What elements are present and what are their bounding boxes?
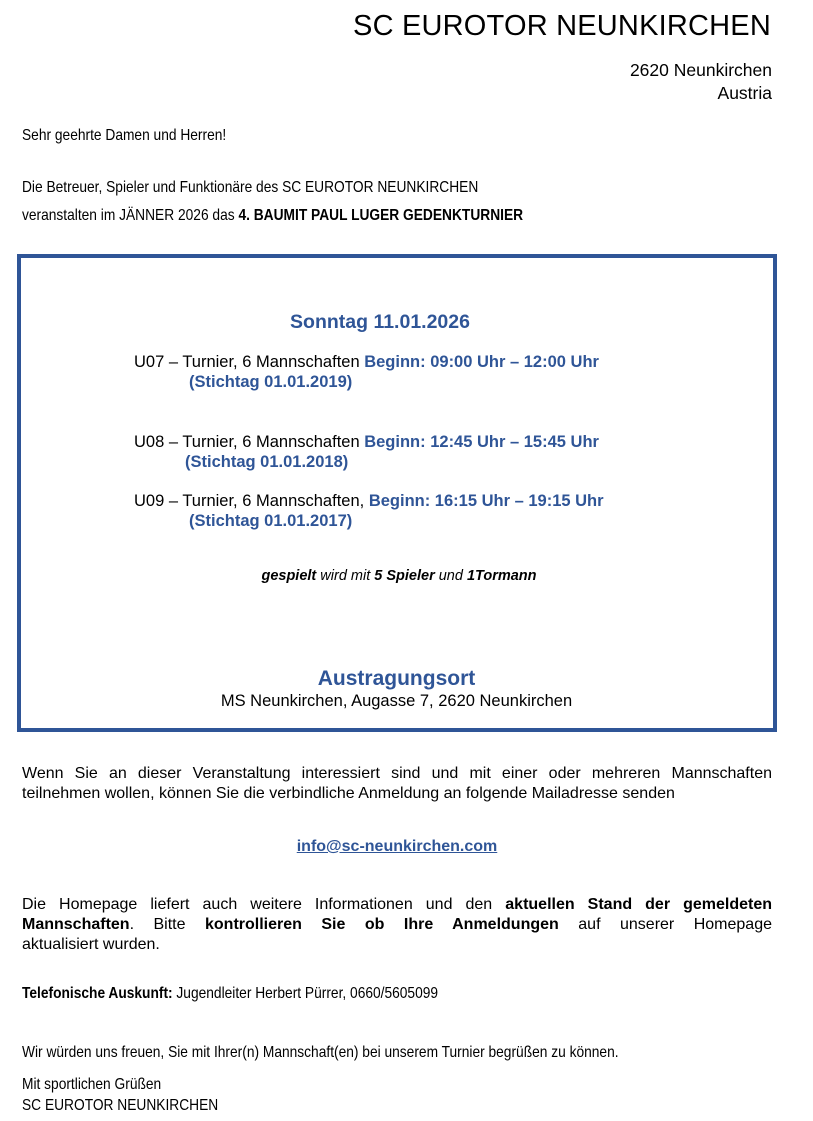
- closing-line: Wir würden uns freuen, Sie mit Ihrer(n) Mannschaft(en) bei unserem Turnier begrüßen zu können.: [22, 1044, 619, 1061]
- homepage-line-3: aktualisiert wurden.: [22, 936, 160, 953]
- contact-line-2: teilnehmen wollen, können Sie die verbindliche Anmeldung an folgende Mailadresse senden: [22, 785, 675, 802]
- tournament-label: U08 – Turnier, 6 Mannschaften: [134, 433, 365, 451]
- intro-line-1: Die Betreuer, Spieler und Funktionäre des SC EUROTOR NEUNKIRCHEN: [22, 179, 479, 196]
- event-date-title: Sonntag 11.01.2026: [290, 311, 470, 333]
- contact-line-1: Wenn Sie an dieser Veranstaltung interessiert sind und mit einer oder mehreren Mannschaften: [22, 765, 772, 782]
- intro-text: veranstalten im JÄNNER 2026 das: [22, 207, 239, 224]
- regards-line: Mit sportlichen Grüßen: [22, 1076, 162, 1093]
- tournament-line: [134, 492, 604, 511]
- tournament-stichtag: (Stichtag 01.01.2017): [189, 512, 353, 530]
- play-note: gespielt wird mit 5 Spieler und 1Tormann: [261, 568, 537, 584]
- contact-paragraph: [22, 764, 772, 804]
- tournament-time: Beginn: 12:45 Uhr – 15:45 Uhr: [364, 433, 599, 451]
- tournament-name: 4. BAUMIT PAUL LUGER GEDENKTURNIER: [238, 207, 524, 224]
- homepage-line-2: Mannschaften. Bitte kontrollieren Sie ob Ihre Anmeldungen auf unserer Homepage: [22, 916, 772, 933]
- phone-info: [22, 985, 506, 1003]
- salutation: Sehr geehrte Damen und Herren!: [22, 127, 227, 144]
- signature-line: SC EUROTOR NEUNKIRCHEN: [22, 1097, 219, 1114]
- address-country: Austria: [717, 83, 772, 103]
- tournament-line: [134, 353, 599, 372]
- tournament-time: Beginn: 09:00 Uhr – 12:00 Uhr: [364, 353, 599, 371]
- phone-label: Telefonische Auskunft:: [22, 985, 173, 1002]
- club-title: SC EUROTOR NEUNKIRCHEN: [353, 10, 771, 42]
- homepage-paragraph: [22, 895, 772, 955]
- address-city: 2620 Neunkirchen: [629, 60, 772, 80]
- tournament-label: U09 – Turnier, 6 Mannschaften,: [134, 492, 369, 510]
- venue-address: MS Neunkirchen, Augasse 7, 2620 Neunkirchen: [220, 692, 573, 710]
- venue-title: Austragungsort: [317, 667, 476, 690]
- phone-text: Jugendleiter Herbert Pürrer, 0660/5605099: [172, 985, 439, 1002]
- tournament-stichtag: (Stichtag 01.01.2019): [189, 373, 353, 391]
- tournament-time: Beginn: 16:15 Uhr – 19:15 Uhr: [368, 492, 604, 510]
- tournament-label: U07 – Turnier, 6 Mannschaften: [134, 353, 365, 371]
- tournament-stichtag: (Stichtag 01.01.2018): [185, 453, 349, 471]
- email-link[interactable]: info@sc-neunkirchen.com: [296, 838, 498, 855]
- tournament-line: [134, 433, 599, 452]
- homepage-line-1: Die Homepage liefert auch weitere Informationen und den aktuellen Stand der gemeldeten: [22, 896, 773, 913]
- intro-line-2: [22, 207, 605, 225]
